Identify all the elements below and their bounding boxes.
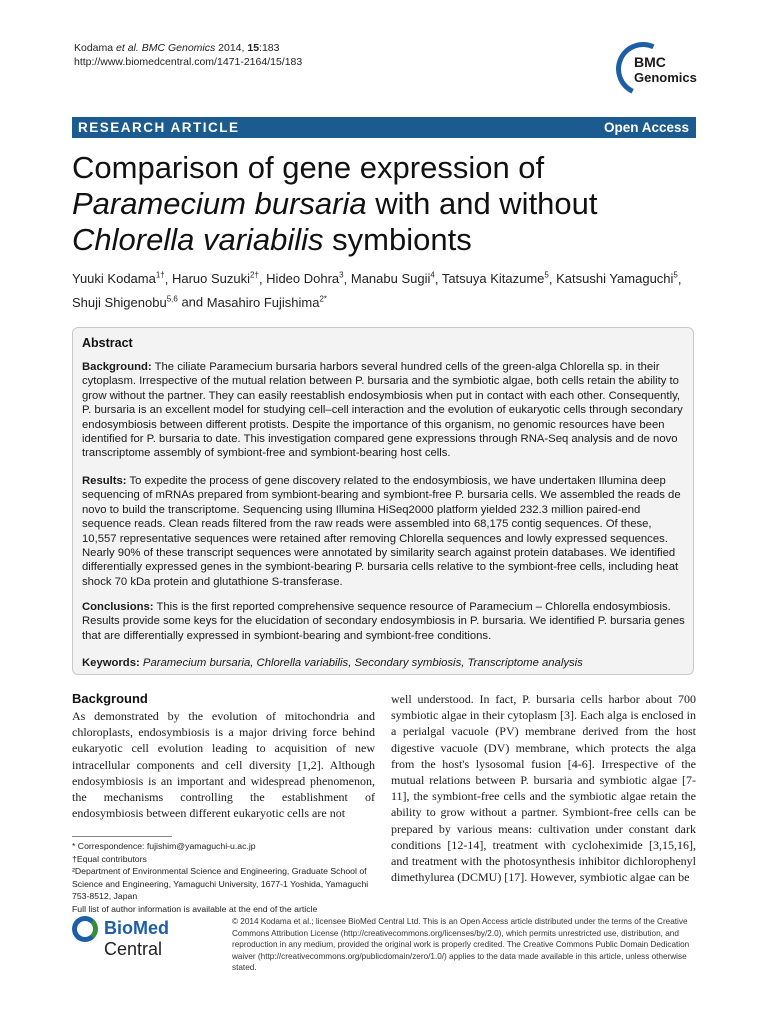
- author-list: Yuuki Kodama$^{1\dagger}$, Haruo Suzuki$^{2\dagger}$, Hideo Dohra$^3$, Manabu Sugii$^4$, Tatsuya Kitazume$^5$, Katsushi Yamaguchi$^5$, Shuji Shigenobu$^{5,6}$ and Masahiro Fujishima$^{2*}$: [72, 271, 682, 310]
- biomed-wordmark: BioMed Central: [104, 918, 169, 959]
- citation-authors: Kodama: [74, 42, 114, 54]
- section-heading-background: Background: [72, 691, 148, 706]
- citation-etal: et al.: [116, 42, 139, 54]
- footnote-full-list: Full list of author information is available at the end of the article: [72, 903, 318, 914]
- footnotes: [72, 840, 375, 916]
- title-part-1: Comparison of gene expression of: [72, 150, 545, 185]
- keywords-text: Paramecium bursaria, Chlorella variabilis, Secondary symbiosis, Transcriptome analysis: [139, 657, 583, 669]
- abstract-background-text: The ciliate Paramecium bursaria harbors several hundred cells of the green-alga Chlorella sp. in their cytoplasm. Irrespective of the mutual relation between P. bursaria and the symbiotic algae, both cells retain the ability to grow without the partner. They can easily reestablish endosymbiosis when put in contact with each other. Consequently, P. bursaria is an excellent model for studying cell–cell interaction and the evolution of eukaryotic cells through secondary endosymbiosis between different protists. Despite the importance of this organism, no genomic resources have been identified for P. bursaria to date. This investigation compared gene expressions through RNA-Seq analysis and de novo transcriptome assembly of symbiont-free and symbiont-bearing host cells.: [82, 361, 683, 460]
- biomed-central-logo: [72, 914, 222, 959]
- article-type-banner: [72, 117, 696, 138]
- author[interactable]: Katsushi Yamaguchi$^5$: [556, 271, 678, 287]
- title-italic-2: Chlorella variabilis: [72, 222, 324, 257]
- body-left-column: As demonstrated by the evolution of mitochondria and chloroplasts, endosymbiosis is a major driving force behind eukaryotic cell evolution leading to acquisition of new intracellular components and cell diversity [1,2]. Although endosymbiosis is an important and widespread phenomenon, the mechanisms controlling the establishment of endosymbiosis between different eukaryotic cells are not: [72, 709, 375, 821]
- title-part-3: symbionts: [323, 222, 472, 257]
- abstract-background-label: Background:: [82, 361, 152, 373]
- bmc-genomics-logo: [612, 38, 702, 96]
- citation-year: 2014,: [218, 42, 245, 54]
- author[interactable]: Tatsuya Kitazume$^5$: [441, 271, 549, 287]
- abstract-heading: Abstract: [82, 336, 133, 350]
- body-right-column: well understood. In fact, P. bursaria cells harbor about 700 symbiotic algae in their cytoplasm [3]. Each alga is enclosed in a perialgal vacuole (PV) membrane derived from the host digestive vacuole (DV) membrane, which protects the alga from the host's lysosomal fusion [4-6]. Irrespective of the mutual relations between P. bursaria and symbiotic algae [7-11], the symbiont-free cells and the symbiotic algae retain the ability to grow without a partner. Symbiont-free cells can be prepared by various means: cultivation under constant dark conditions [12-14], treatment with cycloheximide [3,15,16], and treatment with the photosynthesis inhibitor dichlorophenyl dimethylurea (DCMU) [17]. However, symbiotic algae can be: [391, 692, 696, 885]
- article-type: RESEARCH ARTICLE: [78, 120, 240, 135]
- keywords-label: Keywords:: [82, 657, 140, 669]
- author[interactable]: Masahiro Fujishima$^{2*}$: [206, 294, 328, 310]
- author[interactable]: Manabu Sugii$^4$: [350, 271, 435, 287]
- author[interactable]: Yuuki Kodama$^{1\dagger}$: [72, 271, 165, 287]
- author[interactable]: Haruo Suzuki$^{2\dagger}$: [171, 271, 259, 287]
- footnote-correspondence[interactable]: * Correspondence: fujishim@yamaguchi-u.ac.jp: [72, 841, 256, 851]
- citation-volume: 15: [247, 42, 260, 54]
- title-italic-1: Paramecium bursaria: [72, 186, 367, 221]
- biomed-circle-icon: [72, 916, 98, 942]
- copyright-notice: © 2014 Kodama et al.; licensee BioMed Central Ltd. This is an Open Access article distributed under the terms of the Creative Commons Attribution License (http://creativecommons.org/licenses/by/2.0), which permits unrestricted use, distribution, and reproduction in any medium, provided the original work is properly credited. The Creative Commons Public Domain Dedication waiver (http://creativecommons.org/publicdomain/zero/1.0/) applies to the data made available in this article, unless otherwise stated.: [232, 917, 690, 973]
- author[interactable]: Shuji Shigenobu$^{5,6}$: [72, 294, 178, 310]
- logo-line-2: Genomics: [634, 70, 697, 85]
- title-part-2: with and without: [366, 186, 598, 221]
- abstract-conclusions-text: This is the first reported comprehensive sequence resource of Paramecium – Chlorella endosymbiosis. Results provide some keys for the elucidation of secondary endosymbiosis in P. bursaria. We identified P. bursaria genes that are differentially expressed in symbiont-bearing and symbiont-free conditions.: [82, 601, 685, 642]
- footnote-divider: [72, 836, 172, 837]
- logo-line-1: BMC: [634, 54, 666, 70]
- abstract-conclusions-label: Conclusions:: [82, 601, 154, 613]
- abstract-results: [82, 474, 688, 589]
- citation-header: [74, 41, 302, 69]
- abstract-results-label: Results:: [82, 475, 127, 487]
- abstract-background: [82, 360, 688, 461]
- citation-page: :183: [259, 42, 280, 54]
- footnote-equal: †Equal contributors: [72, 853, 147, 864]
- article-title: [72, 150, 702, 258]
- open-access-label: Open Access: [603, 120, 689, 135]
- abstract-conclusions: [82, 600, 688, 643]
- footnote-affiliation: ²Department of Environmental Science and Engineering, Graduate School of Science and Engineering, Yamaguchi University, 1677-1 Yoshida, Yamaguchi 753-8512, Japan: [72, 866, 369, 902]
- citation-line: [74, 41, 302, 55]
- article-url[interactable]: http://www.biomedcentral.com/1471-2164/15/183: [74, 56, 303, 68]
- citation-journal: BMC Genomics: [141, 42, 216, 54]
- abstract-results-text: To expedite the process of gene discovery related to the endosymbiosis, we have undertaken Illumina deep sequencing of mRNAs prepared from symbiont-bearing and symbiont-free P. bursaria cells. We assembled the reads de novo to build the transcriptome. Sequencing using Illumina HiSeq2000 platform yielded 232.3 million paired-end sequence reads. Clean reads filtered from the raw reads were assembled into 68,175 contig sequences. Of these, 10,557 representative sequences were retained after removing Chlorella sequences and lowly expressed sequences. Nearly 90% of these transcript sequences were annotated by similarity search against protein databases. We identified differentially expressed genes in the symbiont-bearing P. bursaria cells relative to the symbiont-free cells, including heat shock 70 kDa protein and glutathione S-transferase.: [82, 475, 681, 588]
- author[interactable]: Hideo Dohra$^3$: [266, 271, 344, 287]
- abstract-keywords: [82, 656, 688, 670]
